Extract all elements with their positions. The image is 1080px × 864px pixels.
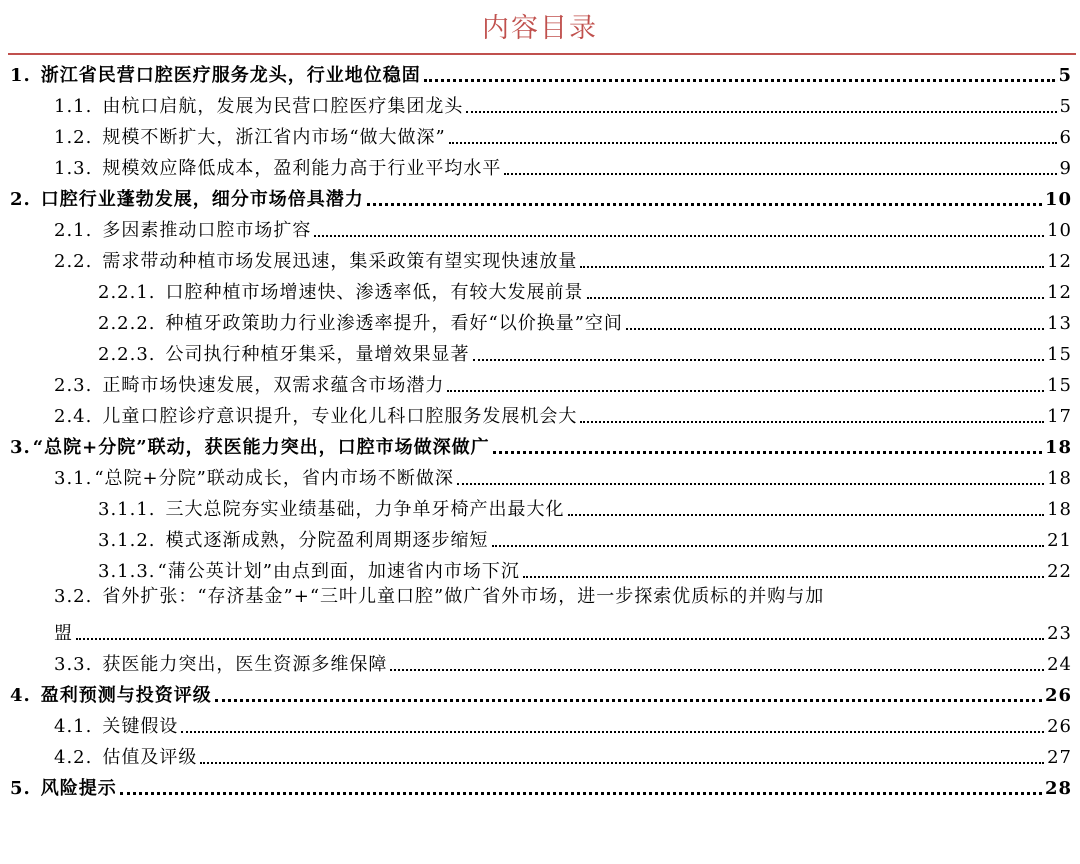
entry-page: 21 [1047, 530, 1072, 551]
entry-title: 省外扩张：“存济基金”+“三叶儿童口腔”做广省外市场，进一步探索优质标的并购与加 [102, 586, 825, 607]
entry-title: 需求带动种植市场发展迅速，集采政策有望实现快速放量 [102, 251, 578, 272]
entry-title: 口腔种植市场增速快、渗透率低，有较大发展前景 [165, 282, 584, 303]
toc-entry[interactable] [0, 213, 1080, 243]
leader-dots [447, 390, 1044, 392]
entry-title: 种植牙政策助力行业渗透率提升，看好“以价换量”空间 [165, 313, 623, 334]
toc-entry[interactable] [0, 120, 1080, 150]
leader-dots [449, 142, 1057, 144]
entry-page: 5 [1059, 96, 1072, 117]
leader-dots [181, 731, 1044, 733]
entry-number: 2.2.3. [98, 344, 156, 365]
entry-title: 风险提示 [40, 778, 117, 799]
entry-number: 3.3. [54, 654, 93, 675]
toc-entry[interactable] [0, 58, 1080, 88]
entry-page: 15 [1047, 344, 1072, 365]
entry-page: 27 [1047, 747, 1072, 768]
entry-number: 3.2. [54, 586, 93, 607]
entry-page: 24 [1047, 654, 1072, 675]
entry-title: 规模不断扩大，浙江省内市场“做大做深” [102, 127, 446, 148]
leader-dots [390, 669, 1044, 671]
toc-entry[interactable] [0, 275, 1080, 305]
entry-page: 10 [1044, 189, 1072, 210]
toc-entry[interactable] [0, 616, 1080, 646]
entry-page: 17 [1047, 406, 1072, 427]
entry-page: 18 [1047, 468, 1072, 489]
entry-page: 18 [1047, 499, 1072, 520]
entry-page: 28 [1044, 778, 1072, 799]
entry-title: 儿童口腔诊疗意识提升，专业化儿科口腔服务发展机会大 [102, 406, 578, 427]
entry-number: 1. [10, 65, 31, 86]
entry-number: 1.3. [54, 158, 93, 179]
entry-page: 9 [1059, 158, 1072, 179]
entry-title: 关键假设 [102, 716, 179, 737]
toc-entry[interactable] [0, 461, 1080, 491]
toc-entry[interactable] [0, 89, 1080, 119]
entry-page: 13 [1047, 313, 1072, 334]
toc-entry[interactable] [0, 306, 1080, 336]
entry-title: 正畸市场快速发展，双需求蕴含市场潜力 [102, 375, 445, 396]
entry-page: 23 [1047, 623, 1072, 644]
entry-number: 4.2. [54, 747, 93, 768]
leader-dots [504, 173, 1056, 175]
leader-dots [76, 638, 1044, 640]
toc-entry[interactable] [0, 244, 1080, 274]
entry-number: 3.1.2. [98, 530, 156, 551]
entry-number: 2.2.1. [98, 282, 156, 303]
entry-title: 估值及评级 [102, 747, 198, 768]
leader-dots [587, 297, 1045, 299]
entry-number: 1.1. [54, 96, 93, 117]
toc-entry[interactable] [0, 523, 1080, 553]
entry-title: 浙江省民营口腔医疗服务龙头，行业地位稳固 [40, 65, 421, 86]
leader-dots [120, 792, 1042, 795]
entry-title: “蒲公英计划”由点到面，加速省内市场下沉 [157, 561, 520, 582]
entry-title: 盈利预测与投资评级 [40, 685, 212, 706]
entry-number: 2.3. [54, 375, 93, 396]
entry-number: 3.1. [54, 468, 93, 489]
entry-number: 5. [10, 778, 31, 799]
entry-title: 获医能力突出，医生资源多维保障 [102, 654, 388, 675]
entry-title: 公司执行种植牙集采，量增效果显著 [165, 344, 470, 365]
entry-title: 模式逐渐成熟，分院盈利周期逐步缩短 [165, 530, 489, 551]
leader-dots [568, 514, 1045, 516]
entry-title: 多因素推动口腔市场扩容 [102, 220, 312, 241]
toc-entry[interactable] [0, 554, 1080, 584]
leader-dots [492, 545, 1045, 547]
leader-dots [215, 699, 1042, 702]
toc-entry[interactable] [0, 368, 1080, 398]
toc-entry[interactable] [0, 151, 1080, 181]
toc-entry[interactable] [0, 740, 1080, 770]
toc-title: 内容目录 [482, 13, 598, 44]
leader-dots [523, 576, 1044, 578]
leader-dots [626, 328, 1044, 330]
entry-number: 2. [10, 189, 31, 210]
leader-dots [314, 235, 1044, 237]
entry-number: 2.2.2. [98, 313, 156, 334]
entry-number: 4. [10, 685, 31, 706]
entry-page: 26 [1047, 716, 1072, 737]
entry-number: 4.1. [54, 716, 93, 737]
leader-dots [493, 451, 1042, 454]
entry-page: 18 [1044, 437, 1072, 458]
entry-title: 口腔行业蓬勃发展，细分市场倍具潜力 [40, 189, 364, 210]
toc-entry[interactable] [0, 678, 1080, 708]
entry-number: 3. [10, 437, 31, 458]
toc-entry[interactable] [0, 182, 1080, 212]
entry-number: 2.2. [54, 251, 93, 272]
entry-title: 由杭口启航，发展为民营口腔医疗集团龙头 [102, 96, 464, 117]
entry-number: 2.4. [54, 406, 93, 427]
leader-dots [200, 762, 1044, 764]
entry-title: 三大总院夯实业绩基础，力争单牙椅产出最大化 [165, 499, 565, 520]
leader-dots [580, 266, 1044, 268]
title-divider [8, 53, 1076, 55]
toc-entry[interactable] [0, 647, 1080, 677]
entry-title: “总院+分院”联动成长，省内市场不断做深 [94, 468, 454, 489]
entry-page: 5 [1058, 65, 1072, 86]
entry-number: 2.1. [54, 220, 93, 241]
entry-page: 6 [1059, 127, 1072, 148]
toc-entry[interactable] [0, 337, 1080, 367]
entry-page: 10 [1047, 220, 1072, 241]
entry-title-continued: 盟 [54, 623, 73, 644]
entry-page: 12 [1047, 251, 1072, 272]
toc-entry[interactable] [0, 771, 1080, 801]
leader-dots [457, 483, 1044, 485]
entry-page: 22 [1047, 561, 1072, 582]
toc-entry[interactable] [0, 709, 1080, 739]
toc-entry[interactable] [0, 399, 1080, 429]
leader-dots [424, 79, 1056, 82]
entry-title: 规模效应降低成本，盈利能力高于行业平均水平 [102, 158, 502, 179]
entry-title: “总院+分院”联动，获医能力突出，口腔市场做深做广 [32, 437, 490, 458]
entry-page: 26 [1044, 685, 1072, 706]
toc-entry-line1[interactable] [54, 585, 824, 609]
leader-dots [367, 203, 1042, 206]
toc-entry[interactable] [0, 492, 1080, 522]
entry-number: 3.1.1. [98, 499, 156, 520]
entry-number: 1.2. [54, 127, 93, 148]
leader-dots [580, 421, 1044, 423]
entry-page: 12 [1047, 282, 1072, 303]
leader-dots [466, 111, 1056, 113]
entry-page: 15 [1047, 375, 1072, 396]
entry-number: 3.1.3. [98, 561, 156, 582]
leader-dots [473, 359, 1045, 361]
toc-entry[interactable] [0, 430, 1080, 460]
